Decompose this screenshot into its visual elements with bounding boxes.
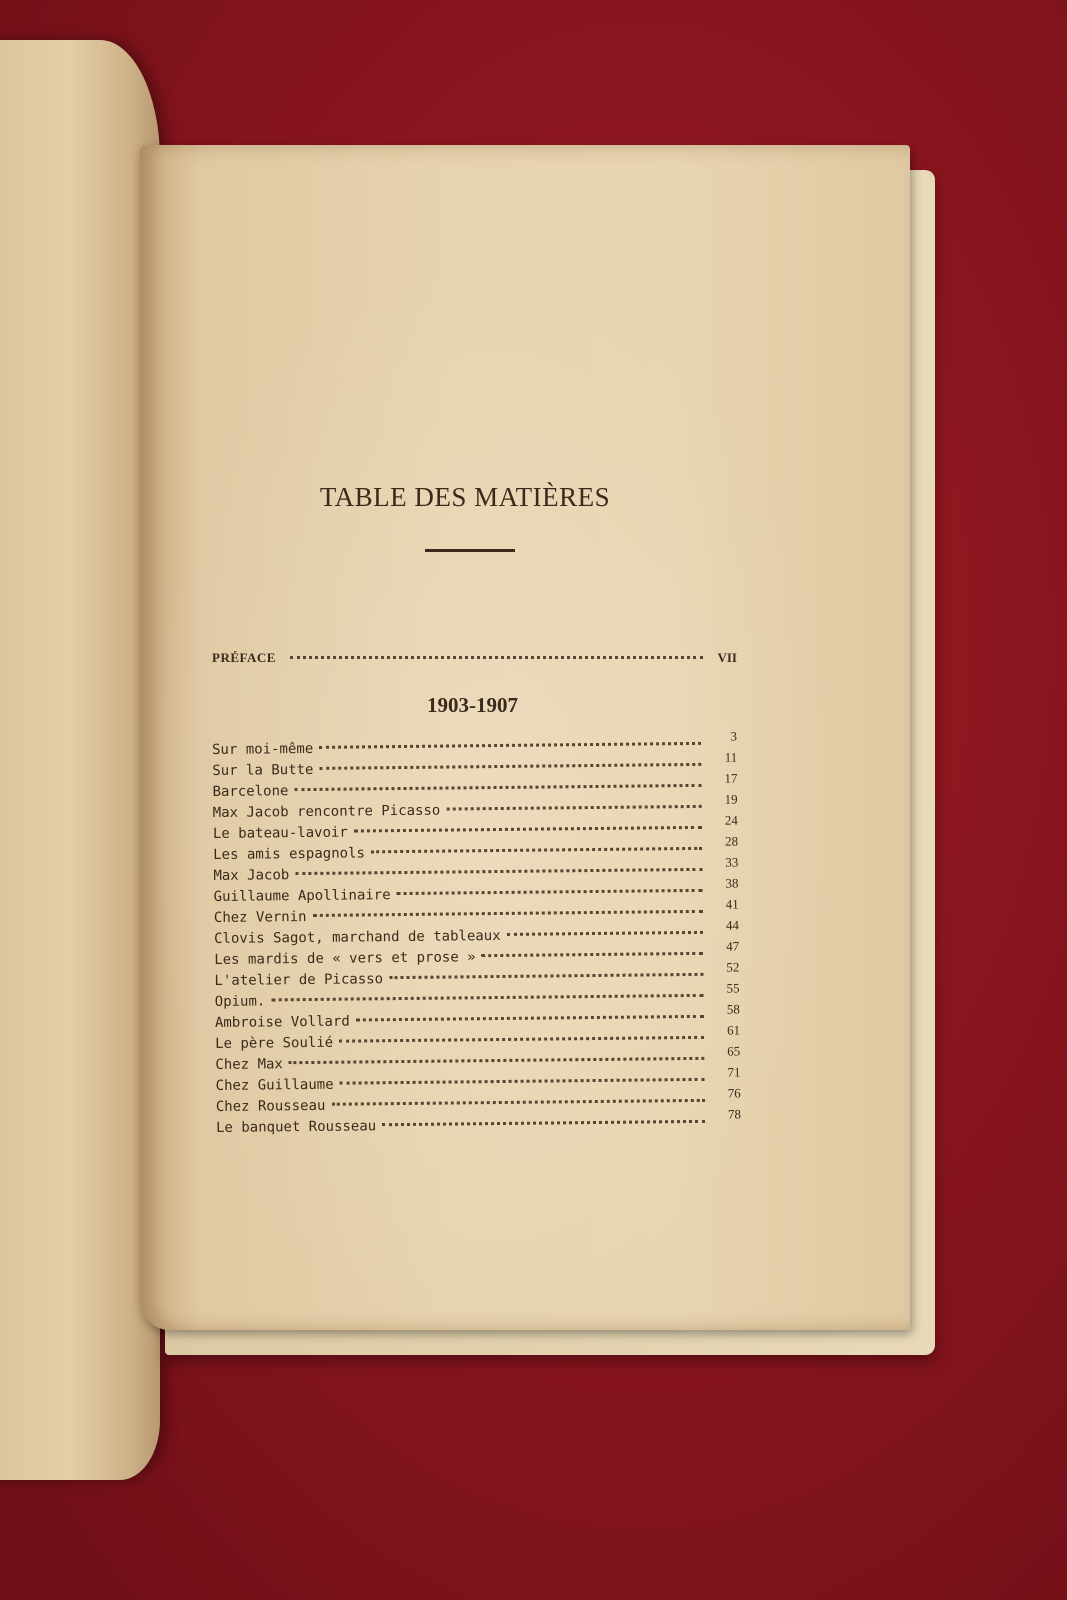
dot-leader (354, 826, 702, 833)
dot-leader (382, 1120, 705, 1126)
dot-leader (339, 1036, 704, 1043)
left-book-page (0, 40, 160, 1480)
dot-leader (371, 847, 702, 853)
toc-entry-page: 71 (727, 1064, 741, 1080)
dot-leader (331, 1099, 704, 1106)
dot-leader (289, 1057, 705, 1064)
page-title: TABLE DES MATIÈRES (319, 482, 611, 512)
dot-leader (319, 742, 701, 749)
preface-page-number: VII (717, 650, 737, 665)
toc-entry-page: 55 (726, 980, 740, 996)
toc-entry-page: 11 (724, 749, 738, 765)
toc-entry-title: Sur la Butte (212, 761, 314, 779)
toc-entry-title: Le père Soulié (215, 1034, 334, 1052)
toc-entry-title: Opium. (214, 993, 266, 1010)
toc-list (212, 728, 742, 1141)
toc-entry-page: 19 (724, 791, 738, 807)
section-heading: 1903-1907 (427, 693, 518, 717)
dot-leader (397, 889, 703, 895)
preface-label: PRÉFACE (212, 650, 276, 665)
preface-entry (212, 650, 737, 666)
toc-entry-page: 78 (727, 1106, 742, 1122)
toc-entry-title: Les mardis de « vers et prose » (214, 949, 476, 968)
toc-entry-title: Chez Vernin (213, 909, 307, 926)
toc-entry-page: 58 (726, 1001, 740, 1017)
toc-entry-page: 65 (727, 1043, 741, 1059)
toc-entry-title: Clovis Sagot, marchand de tableaux (213, 927, 501, 947)
toc-entry-page: 17 (724, 770, 738, 786)
toc-entry-title: Le banquet Rousseau (215, 1118, 377, 1136)
dot-leader (319, 763, 701, 770)
toc-entry-title: Le bateau-lavoir (212, 824, 348, 842)
dot-leader (340, 1078, 705, 1085)
dot-leader (446, 805, 701, 811)
toc-entry-page: 44 (725, 917, 740, 933)
toc-entry-title: Max Jacob (213, 867, 290, 884)
toc-entry-title: Guillaume Apollinaire (213, 887, 391, 905)
toc-entry-page: 33 (725, 854, 739, 870)
toc-entry-title: Max Jacob rencontre Picasso (212, 802, 441, 821)
toc-entry-page: 38 (725, 875, 739, 891)
dot-leader (295, 868, 702, 875)
toc-entry-page: 76 (727, 1085, 741, 1101)
toc-entry-page: 3 (730, 728, 738, 744)
dot-leader (389, 973, 703, 979)
dot-leader (482, 952, 704, 957)
dot-leader (290, 656, 704, 659)
toc-entry-title: L'atelier de Picasso (214, 971, 384, 989)
dot-leader (271, 994, 703, 1002)
dot-leader (294, 784, 701, 791)
toc-entry-title: Chez Max (215, 1056, 283, 1073)
toc-entry-page: 41 (725, 896, 739, 912)
title-rule (425, 549, 515, 552)
toc-entry-title: Les amis espagnols (213, 845, 365, 863)
toc-entry-title: Sur moi-même (212, 740, 314, 758)
toc-entry-title: Ambroise Vollard (214, 1013, 350, 1031)
toc-entry-title: Chez Rousseau (215, 1097, 326, 1115)
toc-entry-page: 28 (724, 833, 739, 849)
dot-leader (313, 910, 703, 917)
contents-page (140, 145, 910, 1330)
toc-entry-title: Chez Guillaume (215, 1076, 334, 1094)
toc-entry-page: 61 (726, 1022, 741, 1038)
toc-entry-page: 24 (724, 812, 738, 828)
dot-leader (356, 1015, 704, 1022)
toc-entry-page: 47 (726, 938, 740, 954)
toc-entry-page: 52 (726, 959, 740, 975)
dot-leader (507, 931, 703, 936)
toc-entry-title: Barcelone (212, 783, 289, 800)
